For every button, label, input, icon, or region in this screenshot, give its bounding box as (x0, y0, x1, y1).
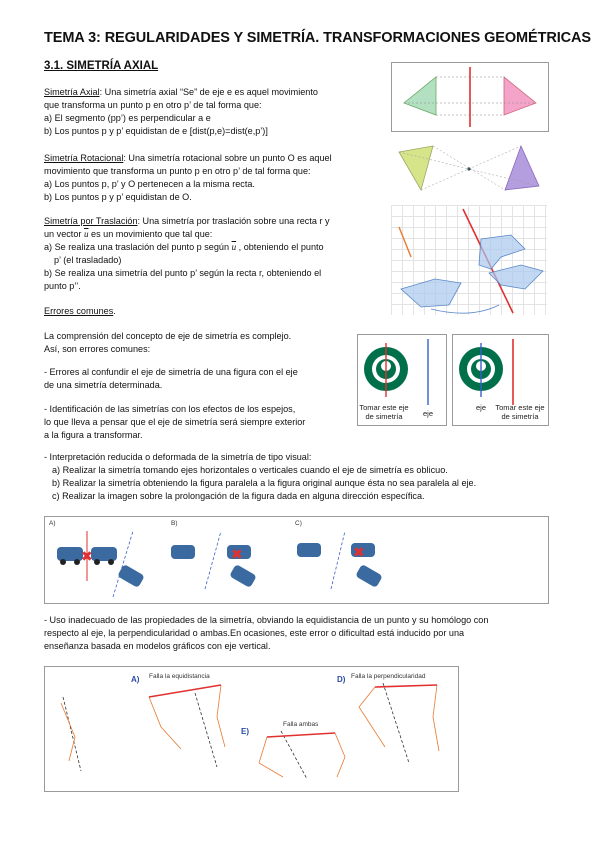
axial-term: Simetría Axial (44, 87, 100, 97)
fails-svg (45, 667, 458, 791)
translation-line3a: a) Se realiza una traslación del punto p según (44, 242, 232, 253)
translation-line4: p’ (el trasladado) (54, 255, 122, 266)
svg-text:✖: ✖ (81, 548, 93, 564)
errors-heading-dot: . (113, 306, 116, 316)
page-title: TEMA 3: REGULARIDADES Y SIMETRÍA. TRANSFORMACIONES GEOMÉTRICAS (44, 30, 591, 46)
axial-figure-svg (392, 63, 548, 131)
error4-line3: enseñanza basada en modelos gráficos con eje vertical. (44, 641, 271, 652)
translation-line5: b) Se realiza una simetría del punto p’ según la recta r, obteniendo el (44, 268, 322, 279)
rotational-line2: movimiento que transforma un punto p en otro p’ de tal forma que: (44, 166, 311, 177)
error3-c: c) Realizar la imagen sobre la prolongación de la figura dada en alguna dirección específica. (52, 491, 425, 502)
cars-svg (45, 517, 548, 603)
axial-paragraph (44, 86, 318, 138)
axial-line4: b) Los puntos p y p’ equidistan de e [dist(p,e)=dist(e,p’)] (44, 126, 268, 137)
fail-text-d: Falla la perpendicularidad (351, 673, 426, 680)
starbucks-panel-2 (452, 334, 549, 426)
error2-line1: - Identificación de las simetrías con los efectos de los espejos, (44, 404, 296, 414)
errors-intro1: La comprensión del concepto de eje de simetría es complejo. (44, 331, 292, 341)
fail-label-a: A) (131, 675, 140, 684)
fails-figure (44, 666, 459, 792)
translation-term: Simetría por Traslación (44, 216, 138, 226)
rotational-figure-svg (391, 138, 547, 198)
vector-u: $\overline{u}$ (83, 229, 89, 240)
translation-figure-svg (391, 205, 547, 315)
rotational-line1: : Una simetría rotacional sobre un punto O es aquel (123, 153, 332, 163)
axial-line3: a) El segmento (pp’) es perpendicular a e (44, 113, 211, 124)
rotational-line3: a) Los puntos p, p’ y O pertenecen a la misma recta. (44, 179, 255, 190)
fail-label-e: E) (241, 727, 249, 736)
translation-line6: punto p’’. (44, 281, 81, 292)
translation-line2b: es un movimiento que tal que: (88, 229, 213, 240)
starbucks-logo-1 (358, 335, 446, 405)
section-heading: 3.1. SIMETRÍA AXIAL (44, 60, 159, 72)
starbucks-caption-1: Tomar este eje de simetría (359, 403, 409, 421)
starbucks-panel-1 (357, 334, 447, 426)
rotational-term: Simetría Rotacional (44, 153, 124, 163)
error4-line2: respecto al eje, la perpendicularidad o ambas.En ocasiones, este error o dificultad está inducido por una (44, 628, 465, 639)
cars-label-b: B) (171, 520, 178, 527)
translation-paragraph (44, 215, 330, 294)
fail-text-a: Falla la equidistancia (149, 673, 210, 680)
error2-line3: a la figura a transformar. (44, 430, 143, 441)
errors-intro (44, 330, 291, 356)
error1 (44, 366, 298, 392)
error1-line1: - Errores al confundir el eje de simetría de una figura con el eje (44, 367, 298, 377)
cars-figure (44, 516, 549, 604)
axial-line2: que transforma un punto p en otro p’ de tal forma que: (44, 100, 262, 111)
vector-u-2: $\overline{u}$ (231, 242, 237, 253)
errors-heading-text: Errores comunes (44, 306, 114, 316)
errors-heading (44, 305, 116, 318)
starbucks-caption-2: eje (422, 409, 433, 418)
translation-figure (391, 205, 547, 315)
translation-line2a: un vector (44, 229, 84, 240)
error4 (44, 614, 488, 653)
error2 (44, 403, 305, 442)
starbucks-caption-4: Tomar este eje de simetría (495, 403, 545, 421)
error3 (44, 451, 476, 503)
error1-line2: de una simetría determinada. (44, 380, 163, 391)
error2-line2: lo que lleva a pensar que el eje de simetría será siempre exterior (44, 417, 306, 428)
axial-figure (391, 62, 549, 132)
translation-line1: : Una simetría por traslación sobre una recta r y (137, 216, 330, 226)
errors-intro2: Así, son errores comunes: (44, 344, 151, 355)
rotational-line4: b) Los puntos p y p’ equidistan de O. (44, 192, 192, 203)
cars-label-c: C) (295, 520, 302, 527)
rotational-figure (391, 138, 547, 198)
error4-line1: - Uso inadecuado de las propiedades de la simetría, obviando la equidistancia de un punto y su homólogo con (44, 615, 489, 625)
error3-line: - Interpretación reducida o deformada de la simetría de tipo visual: (44, 452, 312, 462)
svg-text:✖: ✖ (231, 546, 243, 562)
axial-line1: : Una simetría axial “Se” de eje e es aquel movimiento (99, 87, 318, 97)
cars-label-a: A) (49, 520, 56, 527)
starbucks-logo-2 (453, 335, 548, 405)
error3-a: a) Realizar la simetría tomando ejes horizontales o verticales cuando el eje de simetría es oblicuo. (52, 465, 448, 476)
fail-text-e: Falla ambas (283, 721, 319, 728)
translation-line3b: , obteniendo el punto (236, 242, 324, 253)
fail-label-d: D) (337, 675, 346, 684)
rotational-paragraph (44, 152, 332, 204)
starbucks-caption-3: eje (475, 403, 486, 412)
svg-text:✖: ✖ (353, 544, 365, 560)
error3-b: b) Realizar la simetría obteniendo la figura paralela a la figura original aunque ésta no sea paralela al eje. (52, 478, 477, 489)
